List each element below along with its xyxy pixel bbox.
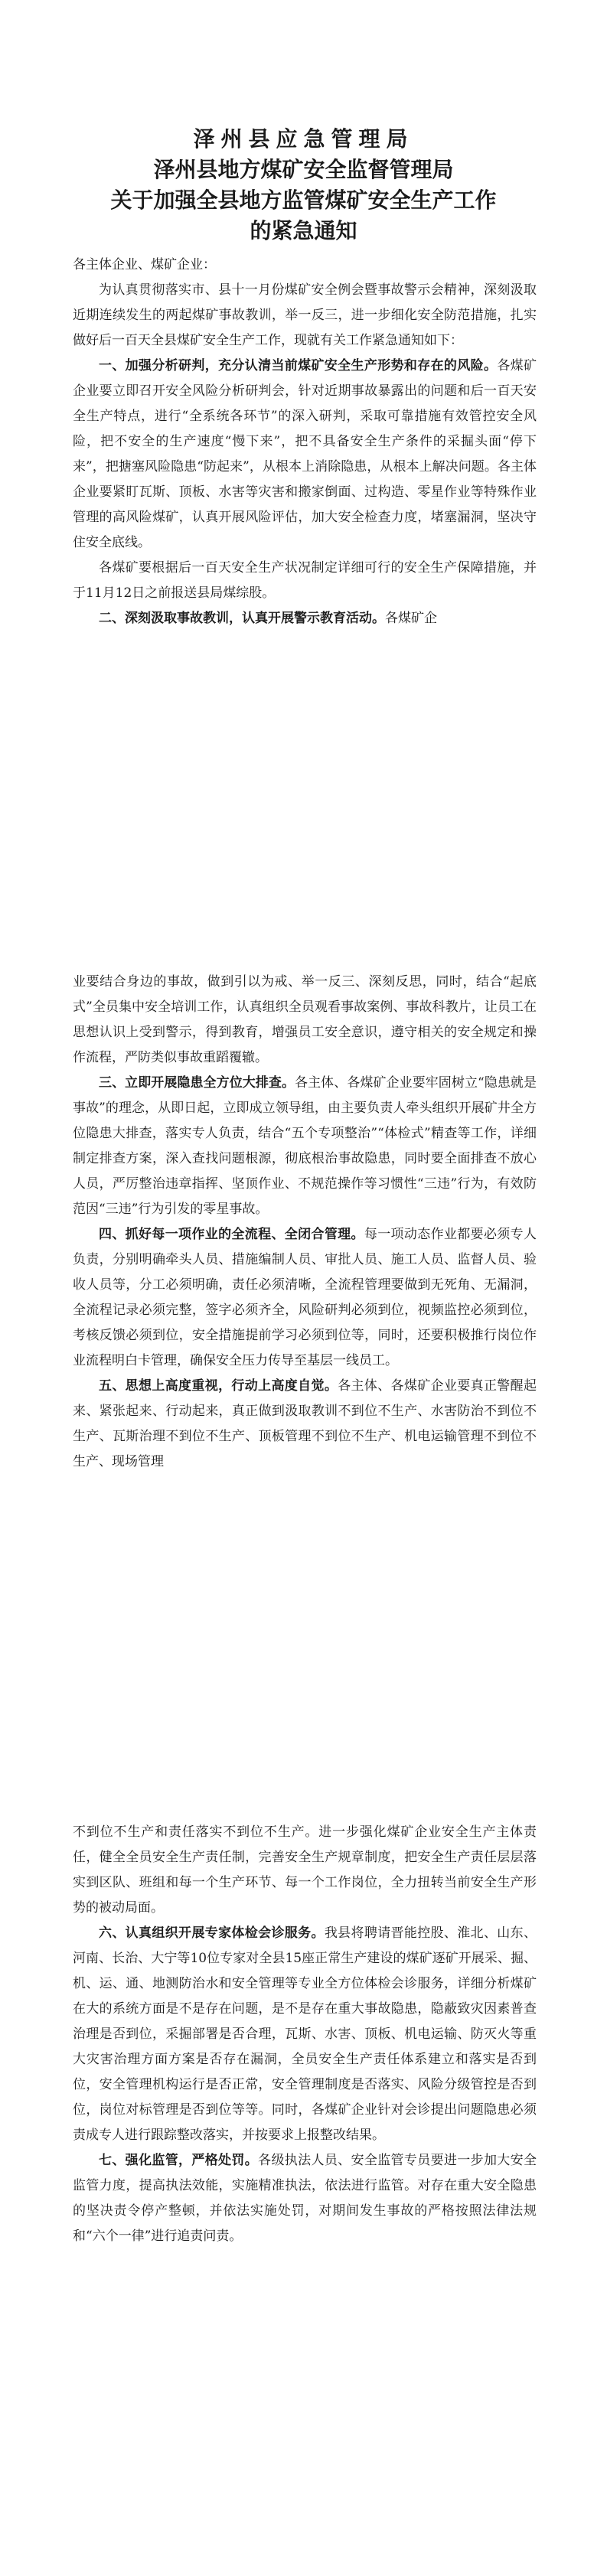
section-5-heading: 五、思想上高度重视，行动上高度自觉。 xyxy=(99,1378,338,1394)
section-4-body: 每一项动态作业都要必须专人负责，分别明确牵头人员、措施编制人员、审批人员、施工人员、监督人员、验收人员等，分工必须明确，责任必须清晰，全流程管理要做到无死角、无漏洞，全流程记录必须完整，签字必须齐全，风险研判必须到位，视频监控必须到位，考核反馈必须到位，安全措施提前学习必须到位等，同时，还要积极推行岗位作业流程明白卡管理，确保安全压力传导至基层一线员工。 xyxy=(73,1227,537,1368)
salutation: 各主体企业、煤矿企业： xyxy=(73,257,216,272)
section-5 xyxy=(73,1374,537,1475)
intro-paragraph: 为认真贯彻落实市、县十一月份煤矿安全例会暨事故警示会精神，深刻汲取近期连续发生的两起煤矿事故教训，举一反三，进一步细化安全防范措施，扎实做好后一百天全县煤矿安全生产工作，现就有关工作紧急通知如下： xyxy=(73,282,537,348)
section-4 xyxy=(73,1222,537,1374)
section-7 xyxy=(73,2148,537,2249)
body-segment-3 xyxy=(73,1820,537,2249)
body-segment-2 xyxy=(73,970,537,1475)
section-7-body: 各级执法人员、安全监管专员要进一步加大安全监管力度，提高执法效能，实施精准执法，依法进行监管。对存在重大安全隐患的坚决责令停产整顿，并依法实施处罚，对期间发生事故的严格按照法律法规和“六个一律”进行追责问责。 xyxy=(73,2153,537,2244)
section-1-heading: 一、加强分析研判，充分认清当前煤矿安全生产形势和存在的风险。 xyxy=(99,358,498,373)
issuer-title-1: 泽州县应急管理局 xyxy=(193,126,414,152)
section-2 xyxy=(73,606,537,631)
section-2-body-start: 各煤矿企 xyxy=(385,611,437,626)
section-2-body-continued: 业要结合身边的事故，做到引以为戒、举一反三、深刻反思，同时，结合“起底式”全员集中安全培训工作，认真组织全员观看事故案例、事故科教片，让员工在思想认识上受到警示，得到教育，增强员工安全意识，遵守相关的安全规定和操作流程，严防类似事故重蹈覆辙。 xyxy=(73,974,537,1065)
notice-title-continued: 的紧急通知 xyxy=(250,218,357,243)
section-7-heading: 七、强化监管，严格处罚。 xyxy=(99,2153,259,2168)
section-5-body-start: 各主体、各煤矿企业要真正警醒起来、紧张起来、行动起来，真正做到汲取教训不到位不生产、水害防治不到位不生产、瓦斯治理不到位不生产、顶板管理不到位不生产、机电运输管理不到位不生产、现场管理 xyxy=(73,1378,537,1469)
section-2-heading: 二、深刻汲取事故教训，认真开展警示教育活动。 xyxy=(99,611,385,626)
section-3 xyxy=(73,1071,537,1222)
section-5-body-continued: 不到位不生产和责任落实不到位不生产。进一步强化煤矿企业安全生产主体责任，健全全员安全生产责任制，完善安全生产规章制度，把安全生产责任层层落实到区队、班组和每一个生产环节、每一个工作岗位，全力扭转当前安全生产形势的被动局面。 xyxy=(73,1824,537,1916)
notice-title: 关于加强全县地方监管煤矿安全生产工作 xyxy=(110,187,497,213)
section-4-heading: 四、抓好每一项作业的全流程、全闭合管理。 xyxy=(99,1227,364,1242)
section-6 xyxy=(73,1921,537,2148)
section-1 xyxy=(73,354,537,556)
section-6-body: 我县将聘请晋能控股、淮北、山东、河南、长治、大宁等10位专家对全县15座正常生产建设的煤矿逐矿开展采、掘、机、运、通、地测防治水和安全管理等专业全方位体检会诊服务，详细分析煤矿在大的系统方面是不是存在问题，是不是存在重大事故隐患，隐蔽致灾因素普查治理是否到位，采掘部署是否合理，瓦斯、水害、顶板、机电运输、防灭火等重大灾害治理方面方案是否存在漏洞，全员安全生产责任体系建立和落实是否到位，安全管理机构运行是否正常，安全管理制度是否落实、风险分级管控是否到位，岗位对标管理是否到位等等。同时，各煤矿企业针对会诊提出问题隐患必须责成专人进行跟踪整改落实，并按要求上报整改结果。 xyxy=(73,1925,537,2143)
section-3-body: 各主体、各煤矿企业要牢固树立“隐患就是事故”的理念，从即日起，立即成立领导组，由主要负责人牵头组织开展矿井全方位隐患大排查，落实专人负责，结合“五个专项整治”“体检式”精查等工作，详细制定排查方案，深入查找问题根源，彻底根治事故隐患，同时要全面排查不放心人员，严厉整治违章指挥、坚顶作业、不规范操作等习惯性“三违”行为，有效防范因“三违”行为引发的零星事故。 xyxy=(73,1075,537,1217)
issuer-title-2: 泽州县地方煤矿安全监督管理局 xyxy=(153,157,454,182)
body-segment-1 xyxy=(73,253,537,631)
section-1-paragraph-2: 各煤矿要根据后一百天安全生产状况制定详细可行的安全生产保障措施，并于11月12日之前报送县局煤综股。 xyxy=(73,560,537,601)
document-title-block xyxy=(0,124,607,246)
section-6-heading: 六、认真组织开展专家体检会诊服务。 xyxy=(99,1925,325,1941)
section-1-body: 各煤矿企业要立即召开安全风险分析研判会，针对近期事故暴露出的问题和后一百天安全生产特点，进行“全系统各环节”的深入研判，采取可靠措施有效管控安全风险，把不安全的生产速度“慢下来”，把不具备安全生产条件的采掘头面“停下来”，把搪塞风险隐患“防起来”，从根本上消除隐患，从根本上解决问题。各主体企业要紧盯瓦斯、顶板、水害等灾害和搬家倒面、过构造、零星作业等特殊作业管理的高风险煤矿，认真开展风险评估，加大安全检查力度，堵塞漏洞，坚决守住安全底线。 xyxy=(73,358,537,550)
section-3-heading: 三、立即开展隐患全方位大排查。 xyxy=(99,1075,295,1091)
